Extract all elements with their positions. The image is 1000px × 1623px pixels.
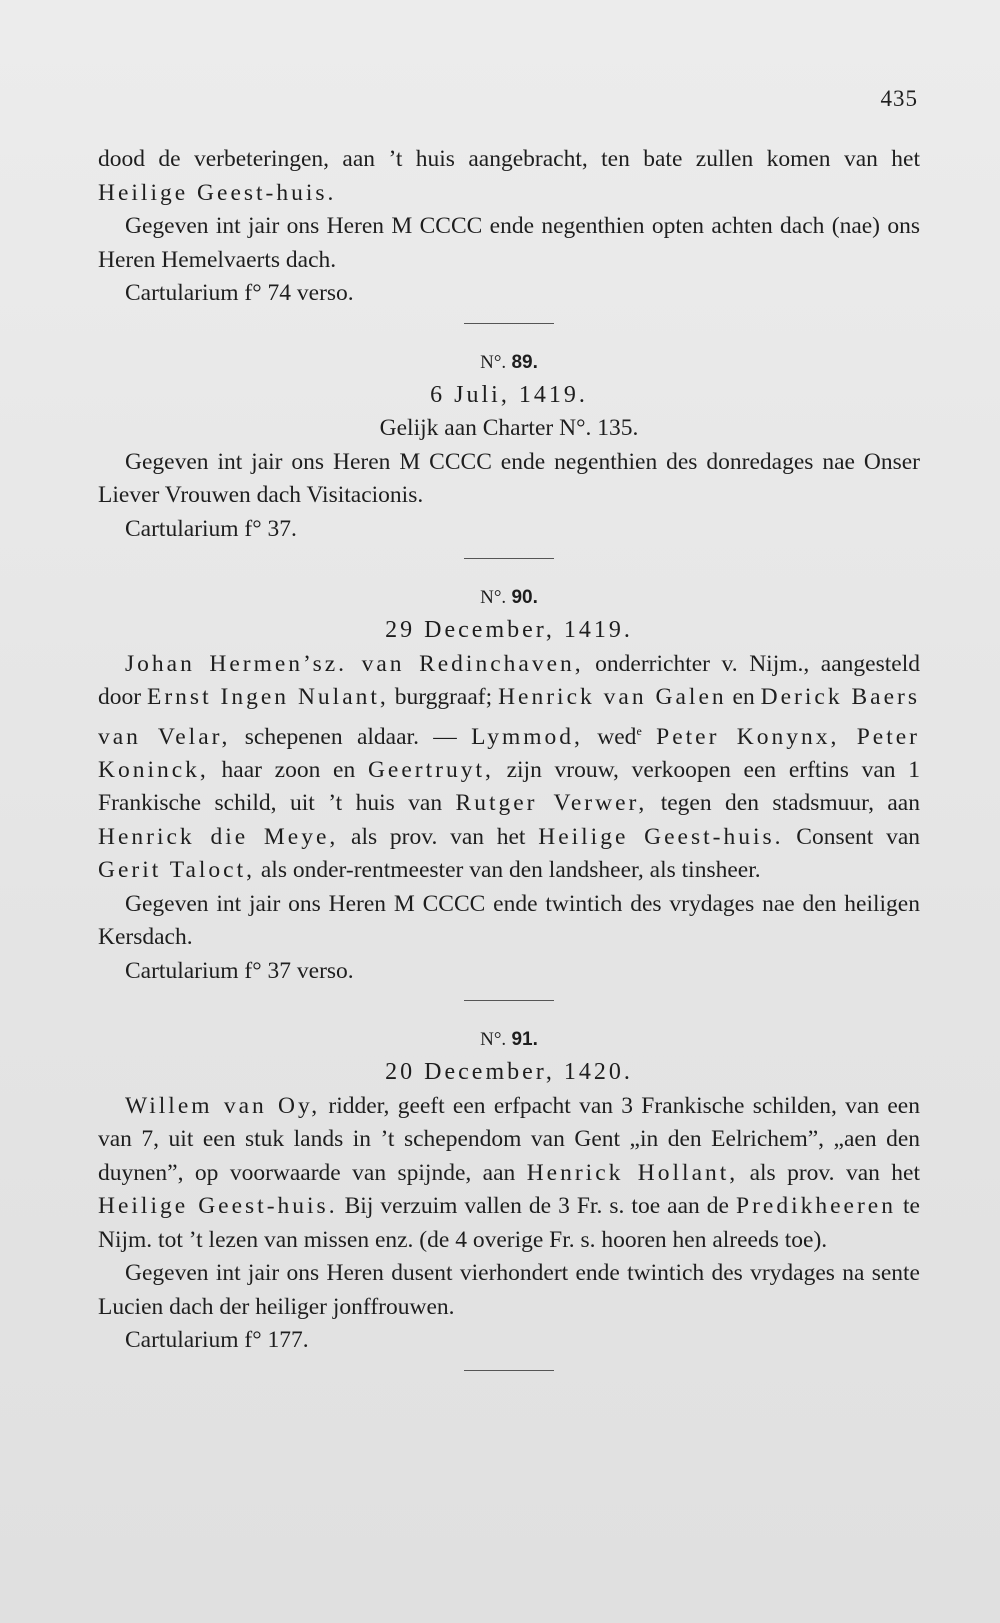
text-run: zijn vrouw, verkoopen een erftins van 1 Frankische schild, uit ’t huis van <box>98 756 920 817</box>
text-run: te Nijm. tot ’t lezen van missen enz. (de 4 overige Fr. s. hooren hen alreeds toe). <box>98 1193 920 1253</box>
spaced-name: Heilige Geest-huis. <box>98 1193 338 1220</box>
spaced-name: Henrick van Galen <box>498 684 727 710</box>
text-run: schepenen aldaar. — <box>230 723 472 750</box>
entry-number-value: 91. <box>511 1029 538 1051</box>
entry-summary: Gelijk aan Charter N°. 135. <box>379 415 639 441</box>
entry-body <box>98 648 920 888</box>
text-run: dood de verbeteringen, aan ’t huis aangebracht, ten bate zullen komen van het <box>98 146 920 172</box>
page-number: 435 <box>880 86 918 111</box>
entry-date: 29 December, 1419. <box>385 617 633 643</box>
text-run: en <box>726 684 761 710</box>
source-reference: Cartularium f° 74 verso. <box>125 280 354 306</box>
spaced-name: Geertruyt, <box>367 756 494 783</box>
spaced-name: Peter Konynx, Peter Koninck, <box>98 723 921 783</box>
entry-number <box>98 581 920 614</box>
text-run: als prov. van het <box>338 823 539 850</box>
text-run: Bij verzuim vallen de 3 Fr. s. toe aan de <box>337 1193 737 1220</box>
source-reference: Cartularium f° 37 verso. <box>125 957 354 984</box>
text-run: als onder-rentmeester van den landsheer, als tinsheer. <box>255 857 761 884</box>
entry-number-prefix: N°. <box>480 351 507 373</box>
text-run: ridder, geeft een erfpacht van 3 Frankische schilden, van een van 7, uit een stuk lands in ’t schependom van Gent „in den Eelrichem”, „aen den duynen”, op voorwaarde van spijnde, aan <box>98 1092 920 1186</box>
section-divider <box>464 1370 554 1371</box>
text-run: Consent van <box>783 823 920 850</box>
section-divider <box>464 323 554 324</box>
entry-date: 20 December, 1420. <box>385 1059 633 1086</box>
entry-number <box>98 1023 920 1056</box>
text-run: wed <box>582 723 637 750</box>
paragraph-date-formula: Gegeven int jair ons Heren M CCCC ende negenthien opten achten dach (nae) ons Heren Hemelvaerts dach. <box>98 213 920 273</box>
superscript: e <box>636 723 642 738</box>
entry-number <box>98 346 920 379</box>
spaced-name: Ernst Ingen Nulant, <box>147 684 389 710</box>
text-run: tegen den stadsmuur, aan <box>647 790 920 817</box>
text-run: als prov. van het <box>738 1159 921 1186</box>
spaced-name: Derick Baers van Velar, <box>98 684 920 750</box>
spaced-name: Henrick Hollant, <box>526 1159 739 1186</box>
text-run: burggraaf; <box>388 684 499 710</box>
paragraph-date-formula: Gegeven int jair ons Heren dusent vierhondert ende twintich des vrydages na sente Lucien dach der heiliger jonffrouwen. <box>98 1260 920 1320</box>
section-divider <box>464 1000 554 1001</box>
section-divider <box>464 558 554 559</box>
text-run: onderrichter v. Nijm., aangesteld door <box>98 650 920 710</box>
source-reference: Cartularium f° 37. <box>125 515 297 542</box>
entry-number-prefix: N°. <box>480 1029 507 1051</box>
spaced-name: Gerit Taloct, <box>98 857 255 884</box>
entry-number-value: 90. <box>511 587 538 608</box>
spaced-name: Predikheeren <box>736 1193 896 1220</box>
spaced-name: Heilige Geest-huis. <box>98 179 337 206</box>
spaced-name: Willem van Oy, <box>125 1092 321 1119</box>
spaced-name: Heilige Geest-huis. <box>538 823 784 850</box>
entry-number-value: 89. <box>511 351 538 373</box>
paragraph-date-formula: Gegeven int jair ons Heren M CCCC ende twintich des vrydages nae den heiligen Kersdach. <box>98 890 920 951</box>
spaced-name: Lymmod, <box>471 723 583 750</box>
entry-date: 6 Juli, 1419. <box>430 381 588 408</box>
paragraph-date-formula: Gegeven int jair ons Heren M CCCC ende negenthien des donredages nae Onser Liever Vrouwen dach Visitacionis. <box>98 448 920 508</box>
entry-number-prefix: N°. <box>480 587 507 608</box>
spaced-name: Johan Hermen’sz. van Redinchaven, <box>125 650 584 677</box>
spaced-name: Rutger Verwer, <box>455 790 648 817</box>
spaced-name: Henrick die Meye, <box>98 823 339 850</box>
page-content <box>98 143 920 1393</box>
text-run: haar zoon en <box>208 756 368 783</box>
paragraph-continuation <box>98 143 920 210</box>
entry-body <box>98 1090 920 1258</box>
source-reference: Cartularium f° 177. <box>125 1327 309 1354</box>
